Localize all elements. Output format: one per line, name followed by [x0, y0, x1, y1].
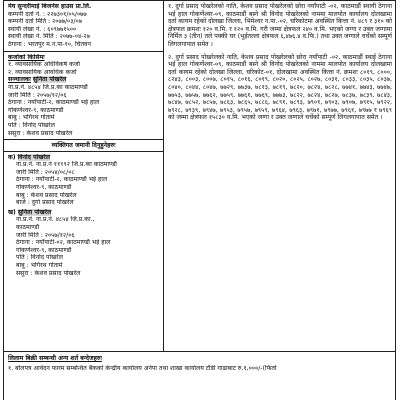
- property-paragraph-2: २. दुर्गा प्रसाद पोखरेलको नाति, केशव प्रसाद पोखरेलको छोरा नयाँपाटी -०२, काठमाडौं स्थाई ठेगाना भई हाल गोकर्णेश्वर-०९, काठमाडौं बस्ने श्री विनोद पोखरेलको नाममा मालपोत कार्यालय दोलखामा दर्ता कायम रहेको दोलखा जिल्ला, चरिकोट-०१, दोलखामा अवस्थित कित्ता नं. क्रमशः ८०१९, ८०००, ८२४३, ८००३, ८००७, ८०१५, ८०१६, ८०१९, ८०२०, ८०२५, ८०२७, ८०३१, ८०३३, ८०३५, ८०३७, ८०४०, ८०४४, ८०४७, ७७२९, ७७३७, ७८१३, ७८१९, ७८२०, ७८२४, ७८२८, ७७४१, ७७४३, ७७४७, ७७५३, ७७५७, ७७६२, ७७५९, ७७६१, ७७६९, ७७७३, ७८२२, ७८२४, ७८२७, ७८३७, ७८३९, ७८४३, ७८४७, ७८५२, ७८५७, ७८६३, ७८६५, ७८८६, ७८९१, ७८९३, ७९०१, ७९०३, ७९०७, ७९१५, ७९२२, ७९२८, ७९३९, ७९४७, ७९५३, ७९५७, ७९५९, ७९६४, ७९६३, ७९७१, ७९७७, ७९६१, ७९७७ र ७९६९ को जम्मा क्षेत्रफल १५८३० व.मि. भएको जग्गा र उक्त जग्गाले चर्चेको सम्पूर्ण लिगलगापात समेत ।: [168, 53, 392, 122]
- proprietor-line: पति : विनोद पोखरेल: [8, 121, 55, 129]
- guarantor-header: [8, 154, 159, 162]
- auction-terms-line: १. बोलपत्र आवेदन फारम सम्बन्धित बैंकको केन्द्रीय कार्यालय अनेपा तथा शाखा कार्यालय टौडी गाढाबाट रु.१,०००/-(फिर्ता: [8, 364, 277, 372]
- guarantor-line: पति : विनोद पोखरेल: [16, 254, 63, 262]
- property-paragraph-1: १. दुर्गा प्रसाद पोखरेलको नाति, केशव प्रसाद पोखरेलको छोरा नयाँपाटी -०२, काठमाडौं स्थायी ठेगाना भई हाल गोकर्णेश्वर-०९, काठमाडौं बस्ने श्री विनोद पोखरेलको नाममा मालपोत कार्यालय दोलखामा दर्ता कायम रहेको दोलखा जिल्ला, भिमेश्वर न.पा.-०२, चरिकोटमा अवस्थित कित्ता नं. ४८९ र ३१० को क्षेत्रफल क्रमशः १२० व.मि. र १२० व.मि. गरी जम्मा क्षेत्रफल २४० व.मि. भएको जग्गा र उक्त जग्गामा निर्मित ३ (तीन) तले पक्की घर (भुईतल्ला क्षेत्रफल ६,४७६.४ व.फि.) तथा उक्त जग्गाले चर्चेको सम्पूर्ण लिगलगापात समेत ।: [168, 3, 392, 48]
- company-name: मेघ सुन्दरीमाई बिजनेस हाउस प्रा.लि.: [8, 3, 92, 10]
- loan-type-item: २. व्यावसायिक आवधिक कर्जा: [8, 68, 77, 76]
- guarantor-line: जारी मिति : २०५७/१२/०६: [16, 231, 75, 239]
- guarantor-line: ना.प्र.नं. ना.प्र.नं ११९९२ जि.प्र.का काठमाण्डौ: [16, 161, 117, 169]
- notice-table: [3, 0, 396, 352]
- guarantor-line: ना.प्र.नं. ना.प्र.नं. ४८५४ जि.प्र.का.,: [16, 216, 95, 224]
- guarantor-name: विनोद पोखरेल: [17, 153, 50, 161]
- proprietor-name: सुनिता पोखरेल: [32, 76, 67, 84]
- loan-type-heading: कर्जाको किसिमः: [8, 53, 45, 61]
- company-address: ठेगाना : भरतपुर म.न.पा-१०, चितवन: [8, 40, 91, 48]
- guarantor-line: ठेगाना : नयाँपाटी-२, काठमाण्डौ भई हाल: [16, 176, 108, 184]
- auction-terms-section: [3, 352, 396, 400]
- guarantor-label: क): [8, 153, 16, 161]
- proprietor-label: सञ्चालकः: [8, 76, 31, 84]
- guarantor-line: गोकर्णेश्वर-९, काठमाण्डौ: [16, 184, 72, 192]
- company-pan-date: स्थायी लेखा नं. मिति : २०७७-०४-२७: [8, 33, 90, 41]
- proprietor-header: [8, 76, 159, 84]
- proprietor-line: ससुरा : केशव प्रसाद पोखरेल: [8, 129, 73, 137]
- guarantor-line: काठमाण्डौ: [16, 224, 40, 232]
- proprietor-line: जारी मिति : २०५७/१२/०६: [8, 91, 67, 99]
- guarantor-header: [8, 209, 159, 217]
- company-reg-no: कम्पनी दर्ता नं. : २२७३०१/०५/०७७: [8, 10, 87, 18]
- company-reg-date: कम्पनी दर्ता मिति : २०७७/०३/०७: [8, 18, 82, 26]
- guarantor-label: ख): [8, 208, 16, 216]
- auction-terms-title: लिलाम बिक्री सम्बन्धी अन्य शर्त बन्देजहरुः: [8, 355, 102, 362]
- loan-type-item: १. व्यावसायिक अधिविकर्ष कर्जा: [8, 61, 81, 69]
- company-pan: स्थायी लेखा नं. : ६०९७७१५००: [8, 25, 77, 33]
- borrower-column: [4, 1, 164, 351]
- proprietor-line: ना.प्र.नं. ४८५४ जि.प्र.का काठमाण्डौ: [8, 83, 88, 91]
- guarantor-line: बाबु : केशव प्रसाद पोखरेल: [16, 191, 77, 199]
- guarantor-line: बाजे : दुर्गा प्रसाद पोखरेल: [16, 199, 74, 207]
- guarantor-line: बाबु : भगिरथ गोतामे: [16, 262, 63, 269]
- proprietor-line: ठेगाना : नयाँपाटी-२, काठमाण्डौ भई हाल: [8, 99, 100, 107]
- guarantor-line: जारी मिति : २०५४/०८/०८: [16, 168, 75, 176]
- guarantor-name: सुनिता पोखरेल: [17, 208, 52, 216]
- guarantor-line: ससुरा : केशव प्रसाद पोखरेल: [16, 269, 81, 277]
- guarantor-line: गोकर्णेश्वर-९, काठमाण्डौ: [16, 246, 72, 254]
- proprietor-line: गोकर्णेश्वर-९, काठमाण्डौ: [8, 106, 64, 114]
- guarantor-line: ठेगाना : नयाँपाटी-०२, काठमाण्डौ भई हाल: [16, 239, 111, 247]
- property-column: [164, 1, 395, 351]
- guarantor-heading: व्यक्तिगत जमानी दिनुहुनेहरुः: [51, 142, 116, 150]
- proprietor-line: बाबु : भगिरथ गोतामे: [8, 114, 55, 122]
